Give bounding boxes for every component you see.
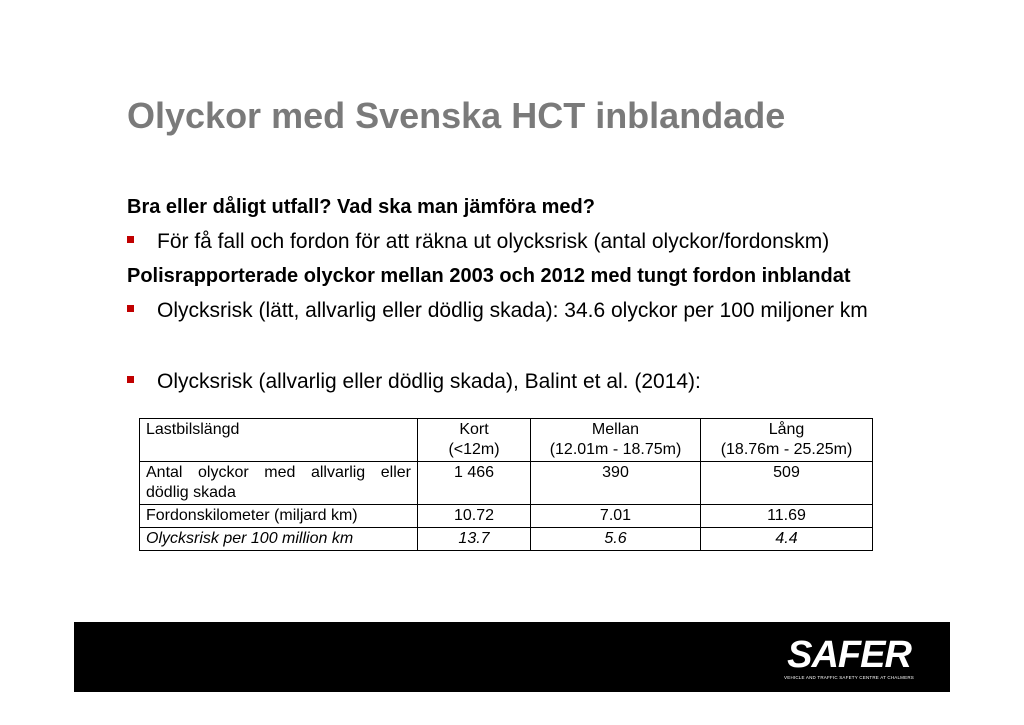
- slide-title: Olyckor med Svenska HCT inblandade: [127, 95, 786, 136]
- table-header-row: [140, 419, 873, 462]
- footer-bar: [74, 622, 950, 692]
- risk-table: [139, 418, 873, 551]
- bullet-item-risk-severe: [127, 370, 701, 394]
- table-row: [140, 462, 873, 505]
- table-cell: 1 466: [418, 462, 531, 505]
- header-cell-label: Lastbilslängd: [140, 419, 418, 462]
- bullet-marker-icon: [127, 376, 134, 383]
- bullet-text: Olycksrisk (allvarlig eller dödlig skada), Balint et al. (2014):: [157, 370, 701, 393]
- header-cell-kort: Kort (<12m): [418, 419, 531, 462]
- table-cell: 13.7: [418, 528, 531, 551]
- table-cell: 5.6: [531, 528, 701, 551]
- heading-police-reports: Polisrapporterade olyckor mellan 2003 och 2012 med tungt fordon inblandat: [127, 265, 851, 287]
- bullet-item-few-cases: [127, 230, 829, 254]
- table-row: [140, 505, 873, 528]
- header-cell-lang: Lång (18.76m - 25.25m): [701, 419, 873, 462]
- row-label: Olycksrisk per 100 million km: [140, 528, 418, 551]
- header-cell-mellan: Mellan (12.01m - 18.75m): [531, 419, 701, 462]
- logo-wordmark: SAFER: [787, 634, 911, 676]
- bullet-item-risk-all: [127, 299, 868, 323]
- heading-comparison: Bra eller dåligt utfall? Vad ska man jämföra med?: [127, 196, 595, 218]
- row-label: Fordonskilometer (miljard km): [140, 505, 418, 528]
- table-cell: 11.69: [701, 505, 873, 528]
- table-cell: 7.01: [531, 505, 701, 528]
- table-cell: 4.4: [701, 528, 873, 551]
- bullet-text: Olycksrisk (lätt, allvarlig eller dödlig skada): 34.6 olyckor per 100 miljoner km: [157, 299, 868, 322]
- bullet-marker-icon: [127, 236, 134, 243]
- bullet-text: För få fall och fordon för att räkna ut olycksrisk (antal olyckor/fordonskm): [157, 230, 830, 253]
- table-cell: 509: [701, 462, 873, 505]
- bullet-marker-icon: [127, 305, 134, 312]
- table-row: [140, 528, 873, 551]
- row-label: Antal olyckor med allvarlig eller dödlig skada: [140, 462, 418, 505]
- table-cell: 10.72: [418, 505, 531, 528]
- safer-logo: [784, 634, 914, 680]
- table-cell: 390: [531, 462, 701, 505]
- logo-subtitle: VEHICLE AND TRAFFIC SAFETY CENTRE AT CHALMERS: [784, 675, 914, 680]
